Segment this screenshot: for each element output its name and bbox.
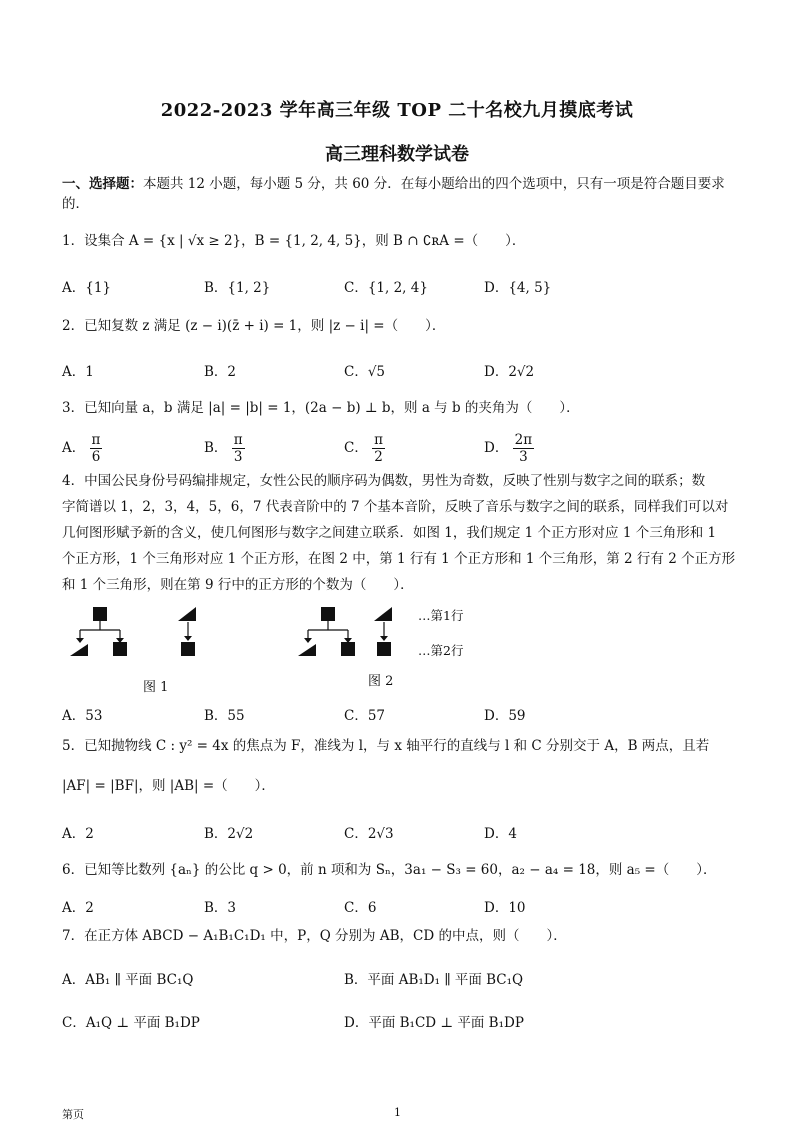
q5-option-d[interactable]: D．4 bbox=[484, 826, 517, 842]
q4-option-c[interactable]: C．57 bbox=[344, 708, 386, 724]
q5-option-a[interactable]: A．2 bbox=[62, 826, 94, 842]
exam-subtitle: 高三理科数学试卷 bbox=[325, 144, 469, 165]
q3-option-c[interactable] bbox=[344, 432, 385, 465]
fig2-square-right bbox=[377, 642, 391, 656]
q3-option-d-numerator: 2π bbox=[514, 432, 533, 448]
q2-option-c[interactable]: C．√5 bbox=[344, 364, 386, 380]
figure-2-row-2-label: …第2行 bbox=[418, 643, 464, 658]
fig2-triangle-top bbox=[374, 607, 392, 621]
q2-option-d[interactable]: D．2√2 bbox=[484, 364, 535, 380]
fig1-triangle-left bbox=[70, 644, 88, 656]
q1-option-b[interactable]: B．{1, 2} bbox=[204, 280, 271, 296]
question-4-line-5: 和 1 个三角形，则在第 9 行中的正方形的个数为（ ）． bbox=[62, 577, 414, 593]
q3-option-a-denominator: 6 bbox=[91, 449, 101, 465]
q6-option-c[interactable]: C．6 bbox=[344, 900, 377, 916]
question-2-stem: 2．已知复数 z 满足 (z − i)(z̄ + i) = 1，则 |z − i| =（ ）． bbox=[62, 318, 446, 334]
fig2-square-middle bbox=[341, 642, 355, 656]
fig1-triangle-top bbox=[178, 607, 196, 621]
q7-option-a[interactable]: A．AB₁ ∥ 平面 BC₁Q bbox=[62, 972, 194, 988]
q3-option-a-letter: A． bbox=[62, 440, 86, 456]
exam-title: 2022-2023 学年高三年级 TOP 二十名校九月摸底考试 bbox=[160, 100, 634, 121]
q3-option-b-denominator: 3 bbox=[233, 449, 243, 465]
question-7-stem: 7．在正方体 ABCD − A₁B₁C₁D₁ 中，P，Q 分别为 AB，CD 的中点，则（ ）． bbox=[62, 928, 567, 944]
q2-option-b[interactable]: B．2 bbox=[204, 364, 237, 380]
fig2-triangle-left bbox=[298, 644, 316, 656]
figure-1 bbox=[60, 600, 230, 670]
section-heading: 一、选择题： bbox=[62, 176, 143, 192]
q6-option-a[interactable]: A．2 bbox=[62, 900, 94, 916]
question-3-stem: 3．已知向量 a，b 满足 |a| = |b| = 1，(2a − b) ⊥ b，则 a 与 b 的夹角为（ ）． bbox=[62, 400, 580, 416]
q4-option-b[interactable]: B．55 bbox=[204, 708, 245, 724]
question-5-line-2: |AF| = |BF|，则 |AB| =（ ）． bbox=[62, 778, 275, 794]
q5-option-b[interactable]: B．2√2 bbox=[204, 826, 254, 842]
question-4-line-4: 个正方形，1 个三角形对应 1 个正方形，在图 2 中，第 1 行有 1 个正方形和 1 个三角形，第 2 行有 2 个正方形 bbox=[62, 551, 736, 567]
question-4-line-2: 字简谱以 1，2，3，4，5，6，7 代表音阶中的 7 个基本音阶，反映了音乐与数字之间的联系，同样我们可以对 bbox=[62, 499, 729, 515]
figure-2 bbox=[288, 600, 418, 670]
footer-page-label: 第页 bbox=[62, 1108, 84, 1121]
q2-option-a[interactable]: A．1 bbox=[62, 364, 94, 380]
section-intro-text: 本题共 12 小题，每小题 5 分，共 60 分．在每小题给出的四个选项中，只有一项是符合题目要求的． bbox=[62, 176, 725, 212]
q4-option-a[interactable]: A．53 bbox=[62, 708, 103, 724]
fig1-square-right bbox=[113, 642, 127, 656]
question-4-line-3: 几何图形赋予新的含义，使几何图形与数字之间建立联系．如图 1，我们规定 1 个正方形对应 1 个三角形和 1 bbox=[62, 525, 717, 541]
section-intro bbox=[62, 174, 742, 214]
q3-option-b[interactable] bbox=[204, 432, 245, 465]
q6-option-b[interactable]: B．3 bbox=[204, 900, 237, 916]
q3-option-d-denominator: 3 bbox=[519, 449, 528, 465]
q3-option-a-numerator: π bbox=[91, 432, 101, 448]
q5-option-c[interactable]: C．2√3 bbox=[344, 826, 394, 842]
q3-option-c-denominator: 2 bbox=[374, 449, 383, 465]
q7-option-d[interactable]: D．平面 B₁CD ⊥ 平面 B₁DP bbox=[344, 1015, 524, 1031]
question-6-stem: 6．已知等比数列 {aₙ} 的公比 q > 0，前 n 项和为 Sₙ，3a₁ − S₃ = 60，a₂ − a₄ = 18，则 a₅ =（ ）． bbox=[62, 862, 717, 878]
q1-option-a[interactable]: A．{1} bbox=[62, 280, 112, 296]
question-1-stem: 1．设集合 A = {x | √x ≥ 2}，B = {1, 2, 4, 5}，则 B ∩ ∁ʀA =（ ）． bbox=[62, 233, 526, 249]
q4-option-d[interactable]: D．59 bbox=[484, 708, 526, 724]
fig1-square-bottom bbox=[181, 642, 195, 656]
q3-option-b-numerator: π bbox=[233, 432, 243, 448]
fig2-square-top bbox=[321, 607, 335, 621]
q1-option-d[interactable]: D．{4, 5} bbox=[484, 280, 552, 296]
q3-option-c-numerator: π bbox=[374, 432, 384, 448]
figure-2-label: 图 2 bbox=[368, 674, 394, 689]
q6-option-d[interactable]: D．10 bbox=[484, 900, 526, 916]
question-5-line-1: 5．已知抛物线 C : y² = 4x 的焦点为 F，准线为 l，与 x 轴平行的直线与 l 和 C 分别交于 A，B 两点，且若 bbox=[62, 738, 710, 754]
q1-option-c[interactable]: C．{1, 2, 4} bbox=[344, 280, 428, 296]
q7-option-c[interactable]: C．A₁Q ⊥ 平面 B₁DP bbox=[62, 1015, 200, 1031]
q3-option-b-letter: B． bbox=[204, 440, 228, 456]
q3-option-d[interactable] bbox=[484, 432, 534, 465]
q3-option-a[interactable] bbox=[62, 432, 102, 465]
fig1-square-top bbox=[93, 607, 107, 621]
footer-page-number: 1 bbox=[394, 1106, 401, 1119]
q3-option-d-letter: D． bbox=[484, 440, 509, 456]
q3-option-c-letter: C． bbox=[344, 440, 368, 456]
figure-1-label: 图 1 bbox=[143, 680, 169, 695]
question-4-line-1: 4．中国公民身份号码编排规定，女性公民的顺序码为偶数，男性为奇数，反映了性别与数字之间的联系；数 bbox=[62, 473, 706, 489]
q7-option-b[interactable]: B．平面 AB₁D₁ ∥ 平面 BC₁Q bbox=[344, 972, 524, 988]
figure-2-row-1-label: …第1行 bbox=[418, 608, 464, 623]
